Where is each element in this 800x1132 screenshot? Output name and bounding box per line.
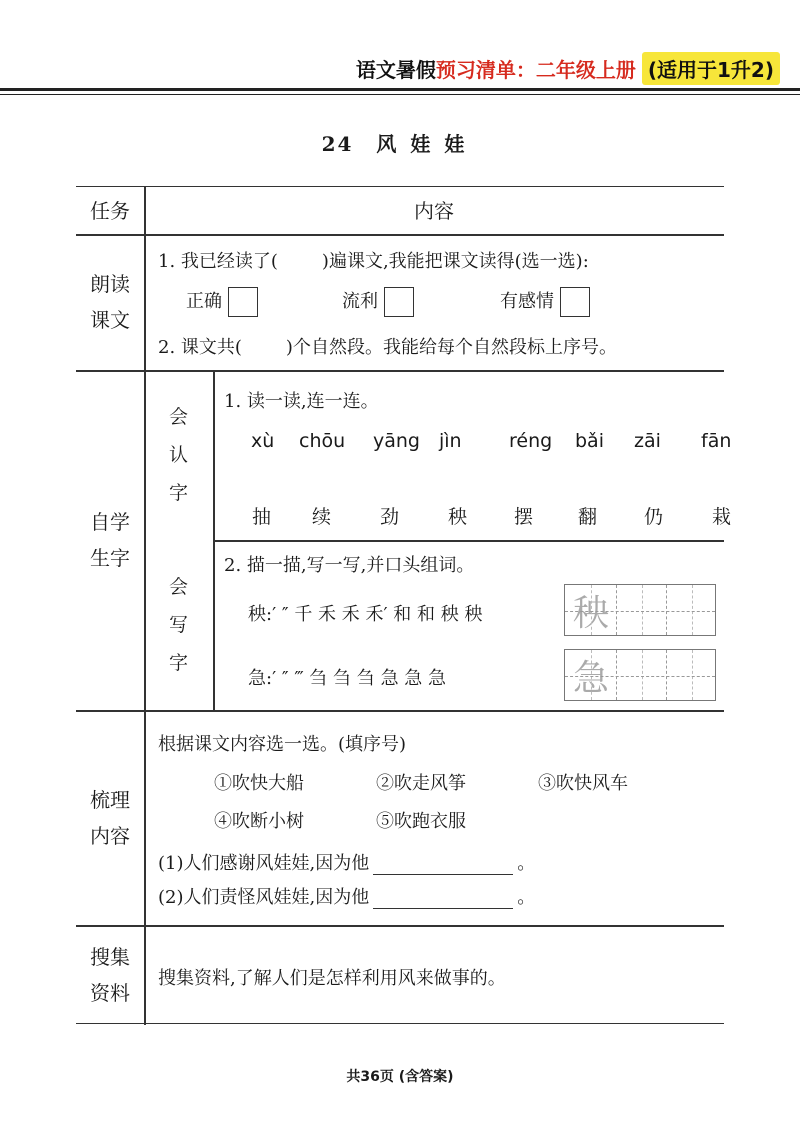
trace-char1: 秧 — [572, 592, 609, 634]
grid-center-line — [591, 650, 592, 700]
read-opt3-text: 有感情 — [500, 291, 554, 312]
sub-label-write — [144, 540, 213, 710]
lesson-number: 24 — [321, 132, 354, 156]
read-line2-b: )个自然段。我能给每个自然段标上序号。 — [285, 337, 617, 358]
header-rule-thin — [0, 94, 800, 95]
read-line1-b: )遍课文,我能把课文读得(选一选): — [321, 251, 589, 272]
col-header-content — [144, 187, 724, 234]
sort-option-5: ⑤吹跑衣服 — [376, 811, 466, 832]
char1-stroke-order: 秧:′ ″ 千 禾 禾 禾′ 和 和 秧 秧 — [248, 604, 483, 625]
row-label-study — [76, 370, 144, 710]
read-option-fluent — [342, 287, 414, 317]
sub-label-write-1: 会 — [168, 576, 188, 598]
hanzi-item[interactable]: 秧 — [448, 506, 468, 528]
row-label-study-2: 生字 — [90, 546, 130, 570]
row-divider — [76, 710, 724, 712]
sub-label-recognize-2: 认 — [168, 444, 188, 466]
header-rule-thick — [0, 88, 800, 91]
sort-option-4: ④吹断小树 — [214, 811, 304, 832]
sort-q2-answer-blank[interactable] — [373, 891, 513, 909]
sort-option-2: ②吹走风筝 — [376, 773, 466, 794]
sort-question-1 — [158, 849, 535, 875]
pinyin-item[interactable]: yāng — [373, 430, 420, 452]
read-line1-a: 1. 我已经读了( — [158, 251, 278, 272]
col-header-task-text: 任务 — [90, 198, 130, 223]
lesson-title — [0, 128, 800, 157]
page-footer: 共36页 (含答案) — [346, 1069, 454, 1085]
read-opt2-checkbox[interactable] — [384, 287, 414, 317]
trace-char2: 急 — [572, 657, 609, 699]
sort-option-1: ①吹快大船 — [214, 773, 304, 794]
read-option-correct — [186, 287, 258, 317]
row-label-study-1: 自学 — [90, 510, 130, 534]
row-label-collect-1: 搜集 — [90, 945, 130, 969]
row-divider — [213, 540, 724, 542]
hanzi-item[interactable]: 续 — [312, 506, 332, 528]
page-header — [356, 50, 780, 86]
grid-center-line — [591, 585, 592, 635]
sort-intro: 根据课文内容选一选。(填序号) — [158, 734, 407, 755]
read-line2 — [158, 333, 617, 359]
sort-q2-end: 。 — [517, 887, 536, 908]
hanzi-item[interactable]: 抽 — [252, 506, 272, 528]
header-title-part1: 语文暑假 — [355, 57, 436, 82]
row-divider — [76, 925, 724, 927]
study-task1: 1. 读一读,连一连。 — [224, 391, 379, 412]
hanzi-item[interactable]: 摆 — [514, 506, 534, 528]
sort-q1-text: (1)人们感谢风娃娃,因为他 — [158, 853, 370, 874]
grid-mid-line — [565, 676, 715, 677]
row-label-read — [76, 234, 144, 370]
row-label-sort-2: 内容 — [90, 823, 130, 848]
sort-question-2 — [158, 883, 535, 909]
hanzi-item[interactable]: 翻 — [578, 506, 598, 528]
sub-label-write-2: 写 — [168, 614, 188, 636]
pinyin-item[interactable]: réng — [509, 430, 553, 452]
read-line2-a: 2. 课文共( — [158, 337, 242, 358]
sub-label-write-3: 字 — [168, 652, 188, 674]
header-grade-tag: (适用于1升2) — [642, 52, 780, 85]
hanzi-item[interactable]: 栽 — [712, 506, 732, 528]
grid-center-line — [642, 650, 643, 700]
sub-label-recognize-3: 字 — [168, 482, 188, 504]
collect-text: 搜集资料,了解人们是怎样利用风来做事的。 — [158, 968, 506, 989]
read-opt1-checkbox[interactable] — [228, 287, 258, 317]
sort-q1-answer-blank[interactable] — [373, 857, 513, 875]
row-label-collect-2: 资料 — [90, 981, 130, 1005]
row-label-sort — [76, 710, 144, 925]
grid-center-line — [692, 650, 693, 700]
col-header-task — [76, 187, 144, 234]
row-label-read-2: 课文 — [90, 308, 130, 332]
pinyin-item[interactable]: fān — [701, 430, 732, 452]
hanzi-item[interactable]: 仍 — [644, 506, 664, 528]
sub-label-recognize-1: 会 — [168, 406, 188, 428]
pinyin-item[interactable]: zāi — [634, 430, 661, 452]
hanzi-item[interactable]: 劲 — [380, 506, 400, 528]
grid-mid-line — [565, 611, 715, 612]
col-header-content-text: 内容 — [414, 198, 454, 223]
lesson-name: 风娃娃 — [376, 132, 479, 156]
row-label-collect — [76, 925, 144, 1025]
read-line1 — [158, 247, 589, 273]
sort-option-3: ③吹快风车 — [538, 773, 628, 794]
header-title-part2: 预习清单：二年级上册 — [435, 57, 636, 82]
pinyin-item[interactable]: jìn — [439, 430, 462, 452]
sort-q2-text: (2)人们责怪风娃娃,因为他 — [158, 887, 370, 908]
read-option-emotion — [500, 287, 590, 317]
row-label-read-1: 朗读 — [90, 272, 130, 296]
read-opt2-text: 流利 — [342, 291, 378, 312]
pinyin-item[interactable]: bǎi — [575, 430, 604, 452]
pinyin-item[interactable]: chōu — [299, 430, 346, 452]
grid-center-line — [692, 585, 693, 635]
row-label-sort-1: 梳理 — [90, 787, 130, 812]
task-table — [76, 186, 732, 1024]
read-opt3-checkbox[interactable] — [560, 287, 590, 317]
writing-grid-char2[interactable] — [564, 649, 716, 701]
char2-stroke-order: 急:′ ″ ‴ 刍 刍 刍 急 急 急 — [248, 668, 447, 689]
row-divider — [76, 234, 724, 236]
sub-label-recognize — [144, 370, 213, 540]
pinyin-item[interactable]: xù — [251, 430, 275, 452]
study-task2: 2. 描一描,写一写,并口头组词。 — [224, 555, 475, 576]
sort-q1-end: 。 — [517, 853, 536, 874]
writing-grid-char1[interactable] — [564, 584, 716, 636]
read-opt1-text: 正确 — [186, 291, 222, 312]
grid-center-line — [642, 585, 643, 635]
